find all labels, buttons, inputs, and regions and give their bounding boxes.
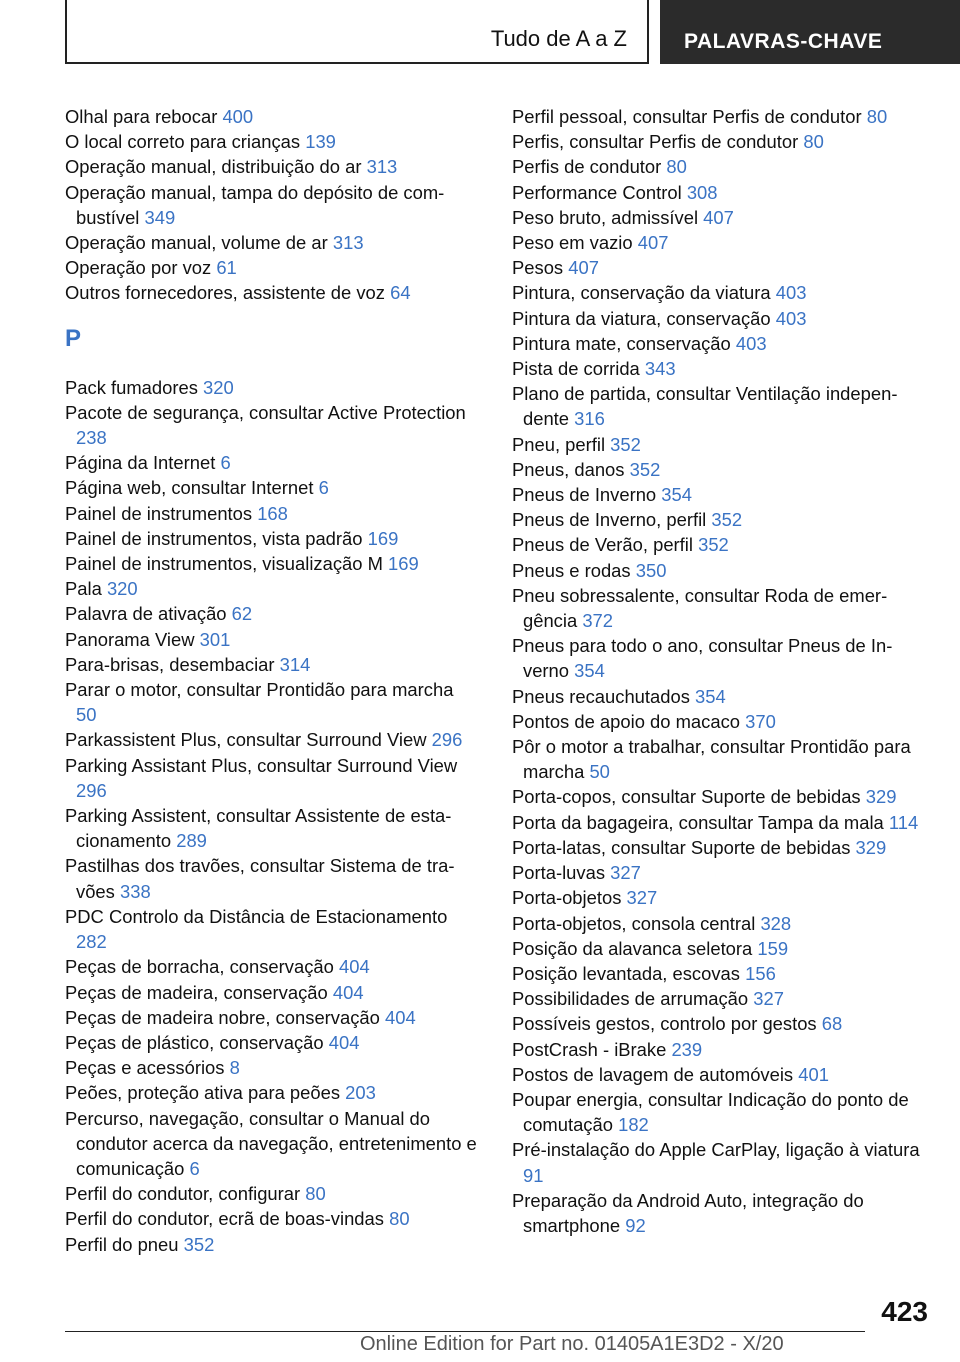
index-entry-text: Peso em vazio — [512, 232, 633, 254]
index-entry — [512, 457, 928, 482]
index-page-link[interactable]: 354 — [661, 484, 692, 506]
index-page-link[interactable]: 64 — [390, 282, 411, 304]
index-entry — [65, 551, 477, 576]
index-entry — [512, 1011, 928, 1036]
index-entry-text: Parar o motor, consultar Prontidão para marcha — [65, 679, 454, 701]
index-page-link[interactable]: 282 — [76, 931, 107, 953]
index-entry — [512, 104, 928, 129]
section-title: Tudo de A a Z — [490, 26, 627, 51]
index-entry-text: Pneus de Verão, perfil — [512, 534, 693, 556]
index-page-link[interactable]: 329 — [855, 836, 887, 858]
index-entry-text: PostCrash - iBrake — [512, 1038, 667, 1060]
index-page-link[interactable]: 354 — [695, 685, 726, 707]
index-entry-text: Parkassistent Plus, consultar Surround View — [65, 729, 427, 751]
index-entry — [512, 1087, 928, 1137]
header-chapter-tab — [660, 0, 960, 64]
header-section-tab — [65, 0, 649, 64]
index-entry-text: Para-brisas, desembaciar — [65, 653, 275, 675]
index-entry-text: Pneus de Inverno — [512, 484, 657, 506]
index-entry-text: Pintura, conservação da viatura — [512, 282, 771, 304]
index-page-link[interactable]: 403 — [775, 282, 807, 304]
index-page-link[interactable]: 329 — [865, 786, 897, 808]
index-page-link[interactable]: 159 — [757, 937, 789, 959]
index-entry-text: Operação por voz — [65, 257, 212, 279]
index-entry-text: Pneu, perfil — [512, 433, 606, 455]
index-entry-text: Porta da bagageira, consultar Tampa da mala — [512, 811, 884, 833]
index-page-link[interactable]: 407 — [568, 257, 599, 279]
index-page-link[interactable]: 80 — [866, 106, 888, 127]
index-page-link[interactable]: 350 — [635, 559, 667, 581]
index-page-link[interactable]: 352 — [183, 1233, 215, 1255]
index-entry — [512, 810, 928, 835]
index-entry-text: Porta-latas, consultar Suporte de bebidas — [512, 836, 851, 858]
index-entry — [512, 734, 928, 784]
index-entry-text: Plano de partida, consultar Ventilação independente — [512, 383, 898, 430]
index-page-link[interactable]: 328 — [760, 912, 792, 934]
index-page-link[interactable]: 80 — [389, 1208, 410, 1230]
index-entry-text: Palavra de ativação — [65, 603, 227, 625]
index-entry-text: Olhal para rebocar — [65, 106, 218, 127]
index-entry-text: Perfil do condutor, configurar — [65, 1183, 301, 1205]
index-page-link[interactable]: 289 — [176, 830, 207, 852]
index-entry-text: Performance Control — [512, 181, 682, 203]
index-page-link[interactable]: 320 — [106, 578, 138, 600]
index-entry-text: Perfil do pneu — [65, 1233, 179, 1255]
index-entry-text: Pastilhas dos travões, consultar Sistema de travões — [65, 855, 455, 902]
index-entry — [512, 1137, 928, 1187]
index-page-link[interactable]: 80 — [666, 156, 687, 178]
index-page-link[interactable]: 352 — [711, 509, 743, 531]
index-page-link[interactable]: 314 — [279, 653, 311, 675]
index-entry — [65, 652, 477, 677]
index-entry — [512, 180, 928, 205]
index-entry-text: Operação manual, tampa do depósito de combustível — [65, 181, 445, 228]
index-entry — [65, 980, 477, 1005]
index-entry-text: Parking Assistant Plus, consultar Surround View — [65, 754, 458, 776]
index-page-link[interactable]: 316 — [574, 408, 605, 430]
index-entry — [65, 1206, 477, 1231]
index-page-link[interactable]: 296 — [431, 729, 463, 751]
index-entry-text: Porta-objetos — [512, 887, 622, 909]
index-entry — [65, 475, 477, 500]
index-entry-text: Pintura da viatura, conservação — [512, 307, 771, 329]
index-entry-text: Pontos de apoio do macaco — [512, 710, 740, 732]
index-entry-text: Pré-instalação do Apple CarPlay, ligação à viatura — [512, 1139, 920, 1161]
index-entry — [65, 1181, 477, 1206]
index-entry — [512, 1188, 928, 1238]
index-entry — [512, 885, 928, 910]
index-entry — [65, 400, 477, 450]
index-page-link[interactable]: 320 — [203, 376, 234, 398]
index-entry-text: Pala — [65, 578, 102, 600]
index-page-link[interactable]: 238 — [76, 427, 107, 449]
index-entry-text: Perfis de condutor — [512, 156, 662, 178]
index-entry — [65, 627, 477, 652]
page-number: 423 — [881, 1296, 928, 1327]
index-entry-text: Peso bruto, admissível — [512, 206, 699, 228]
footer-divider — [65, 1331, 865, 1332]
index-entry — [65, 375, 477, 400]
index-entry-text: Peças de borracha, conservação — [65, 956, 334, 978]
index-entry — [512, 684, 928, 709]
index-entry-text: Perfis, consultar Perfis de condutor — [512, 131, 799, 153]
index-entry-text: Peões, proteção ativa para peões — [65, 1082, 341, 1104]
index-entry-text: Outros fornecedores, assistente de voz — [65, 282, 385, 304]
index-page-link[interactable]: 6 — [220, 452, 231, 474]
chapter-title: PALAVRAS-CHAVE — [684, 30, 883, 53]
index-entry — [512, 860, 928, 885]
index-entry-text: Pack fumadores — [65, 376, 198, 398]
index-entry-text: Pesos — [512, 257, 564, 279]
index-entry — [512, 961, 928, 986]
index-entry-text: Pista de corrida — [512, 358, 640, 380]
index-column-right — [512, 104, 928, 1238]
index-page-link[interactable]: 301 — [199, 628, 231, 650]
index-entry — [512, 532, 928, 557]
index-entry-text: Peças de plástico, conservação — [65, 1031, 324, 1053]
index-page-link[interactable]: 407 — [637, 232, 669, 254]
index-entry-text: PDC Controlo da Distância de Estacionamento — [65, 905, 448, 927]
index-entry-text: Peças de madeira nobre, conservação — [65, 1006, 380, 1028]
index-entry — [65, 853, 477, 903]
index-entry-text: Operação manual, distribuição do ar — [65, 156, 362, 178]
index-page-link[interactable]: 404 — [328, 1031, 360, 1053]
index-entry — [65, 954, 477, 979]
index-page-link[interactable]: 8 — [229, 1057, 240, 1079]
index-page-link[interactable]: 400 — [222, 106, 254, 127]
index-entry — [512, 154, 928, 179]
index-entry-text: Perfil do condutor, ecrã de boas-vindas — [65, 1208, 384, 1230]
index-page-link[interactable]: 139 — [305, 131, 336, 153]
index-entry — [65, 230, 477, 255]
index-page-link[interactable]: 352 — [629, 458, 661, 480]
index-page-link[interactable]: 403 — [735, 332, 767, 354]
index-page-link[interactable]: 327 — [626, 887, 658, 909]
index-entry — [512, 432, 928, 457]
index-page-link[interactable]: 313 — [332, 232, 364, 254]
index-page-link[interactable]: 169 — [367, 527, 399, 549]
index-entry-text: Porta-copos, consultar Suporte de bebidas — [512, 786, 861, 808]
index-entry — [512, 936, 928, 961]
index-entry-text: Pneu sobressalente, consultar Roda de emergência — [512, 584, 888, 632]
index-entry — [65, 576, 477, 601]
index-entry — [512, 306, 928, 331]
index-entry — [65, 753, 477, 803]
index-page-link[interactable]: 182 — [618, 1114, 649, 1136]
index-page-link[interactable]: 354 — [574, 660, 605, 682]
index-entry — [65, 727, 477, 752]
index-entry-text: Operação manual, volume de ar — [65, 232, 328, 254]
index-page-link[interactable]: 352 — [698, 534, 729, 556]
index-page-link[interactable]: 169 — [388, 553, 419, 575]
index-page-link[interactable]: 403 — [775, 307, 807, 329]
index-entry — [512, 911, 928, 936]
index-entry — [65, 1030, 477, 1055]
index-entry-text: Pneus recauchutados — [512, 685, 690, 707]
index-entry-text: Pneus de Inverno, perfil — [512, 509, 707, 531]
index-page-link[interactable]: 404 — [339, 956, 370, 978]
index-entry — [65, 526, 477, 551]
index-entry-text: Percurso, navegação, consultar o Manual do condutor acerca da navegação, entretenimento e comunicação — [65, 1107, 477, 1179]
index-entry — [512, 558, 928, 583]
index-page-link[interactable]: 156 — [745, 962, 776, 984]
index-page-link[interactable]: 80 — [803, 131, 824, 153]
index-entry — [65, 677, 477, 727]
index-entry-text: Posição levantada, escovas — [512, 962, 740, 984]
index-entry — [65, 1005, 477, 1030]
index-page-link[interactable]: 404 — [385, 1006, 416, 1028]
index-page-link[interactable]: 343 — [644, 358, 676, 380]
index-page-link[interactable]: 349 — [144, 206, 176, 228]
index-entry-text: Painel de instrumentos, visualização M — [65, 553, 383, 575]
index-page-link[interactable]: 327 — [753, 988, 784, 1010]
footer-edition-note: Online Edition for Part no. 01405A1E3D2 - X/20 — [360, 1333, 784, 1355]
index-entry — [65, 601, 477, 626]
index-entry-text: Possibilidades de arrumação — [512, 988, 749, 1010]
index-entry — [512, 709, 928, 734]
index-entry-text: Peças de madeira, conservação — [65, 981, 328, 1003]
index-entry-text: Porta-objetos, consola central — [512, 912, 756, 934]
index-entry — [65, 1055, 477, 1080]
index-entry-text: Pneus, danos — [512, 458, 625, 480]
index-entry — [65, 129, 477, 154]
index-entry-text: Peças e acessórios — [65, 1057, 225, 1079]
index-page-link[interactable]: 114 — [888, 811, 919, 833]
index-page-link[interactable]: 92 — [625, 1214, 646, 1236]
index-entry-text: Pintura mate, conservação — [512, 332, 731, 354]
index-entry — [512, 986, 928, 1011]
index-entry — [65, 280, 477, 305]
index-entry — [512, 1037, 928, 1062]
index-entry — [512, 280, 928, 305]
index-entry — [512, 230, 928, 255]
index-page-link[interactable]: 203 — [345, 1082, 376, 1104]
index-page-link[interactable]: 168 — [257, 502, 288, 524]
index-page-link[interactable]: 50 — [589, 761, 610, 783]
index-entry-text: O local correto para crianças — [65, 131, 301, 153]
index-page-link[interactable]: 61 — [216, 257, 237, 279]
index-entry — [512, 583, 928, 633]
index-entry — [512, 482, 928, 507]
index-entry — [512, 835, 928, 860]
index-entry — [512, 129, 928, 154]
index-entry-text: Panorama View — [65, 628, 195, 650]
index-entry-text: Parking Assistent, consultar Assistente de estacionamento — [65, 805, 452, 852]
index-page-link[interactable]: 6 — [318, 477, 329, 499]
index-entry-text: Possíveis gestos, controlo por gestos — [512, 1013, 817, 1035]
index-entry — [512, 1062, 928, 1087]
index-page-link[interactable]: 62 — [231, 603, 253, 625]
index-entry-text: Página da Internet — [65, 452, 216, 474]
index-page-link[interactable]: 296 — [76, 779, 107, 801]
index-page-link[interactable]: 338 — [119, 880, 151, 902]
index-entry — [65, 1232, 477, 1257]
index-page-link[interactable]: 91 — [523, 1164, 544, 1186]
index-entry — [512, 784, 928, 809]
index-entry — [65, 1106, 477, 1182]
index-page-link[interactable]: 313 — [366, 156, 398, 178]
index-entry-text: Perfil pessoal, consultar Perfis de condutor — [512, 106, 862, 127]
index-letter-heading: P — [65, 324, 82, 352]
index-entry — [512, 255, 928, 280]
index-page-link[interactable]: 401 — [798, 1063, 829, 1085]
index-page-link[interactable]: 50 — [76, 704, 97, 726]
index-entry-text: Postos de lavagem de automóveis — [512, 1063, 794, 1085]
index-page-link[interactable]: 239 — [671, 1038, 703, 1060]
index-page-link[interactable]: 327 — [610, 862, 641, 884]
index-page-link[interactable]: 68 — [821, 1013, 843, 1035]
index-page-link[interactable]: 80 — [305, 1183, 326, 1205]
index-entry — [65, 904, 477, 954]
index-entry-text: Posição da alavanca seletora — [512, 937, 753, 959]
index-column-left — [65, 104, 477, 1257]
index-entry-text: Painel de instrumentos, vista padrão — [65, 527, 363, 549]
index-entry — [65, 803, 477, 853]
index-entry — [65, 255, 477, 280]
index-entry-text: Pneus para todo o ano, consultar Pneus de Inverno — [512, 635, 893, 682]
index-entry — [65, 180, 477, 230]
index-entry — [65, 501, 477, 526]
index-entry — [512, 381, 928, 431]
index-page-link[interactable]: 6 — [189, 1157, 200, 1179]
index-entry — [65, 104, 477, 129]
index-entry-text: Pacote de segurança, consultar Active Protection — [65, 401, 466, 423]
index-entry-text: Preparação da Android Auto, integração do smartphone — [512, 1189, 864, 1236]
index-page-link[interactable]: 407 — [703, 206, 734, 228]
index-page-link[interactable]: 352 — [610, 433, 641, 455]
index-entry — [512, 331, 928, 356]
index-entry — [512, 205, 928, 230]
index-page-link[interactable]: 372 — [582, 610, 614, 632]
index-entry — [65, 154, 477, 179]
index-entry-text: Pôr o motor a trabalhar, consultar Prontidão para marcha — [512, 736, 911, 783]
index-entry — [65, 1080, 477, 1105]
index-page-link[interactable]: 370 — [745, 710, 776, 732]
index-entry-text: Painel de instrumentos — [65, 502, 253, 524]
index-entry-text: Poupar energia, consultar Indicação do ponto de comutação — [512, 1088, 909, 1136]
index-entry-text: Página web, consultar Internet — [65, 477, 314, 499]
index-entry — [512, 633, 928, 683]
index-entry-text: Porta-luvas — [512, 862, 606, 884]
index-page-link[interactable]: 308 — [686, 181, 718, 203]
index-page-link[interactable]: 404 — [332, 981, 364, 1003]
index-entry — [512, 507, 928, 532]
index-entry-text: Pneus e rodas — [512, 559, 631, 581]
index-entry — [65, 450, 477, 475]
index-entry — [512, 356, 928, 381]
